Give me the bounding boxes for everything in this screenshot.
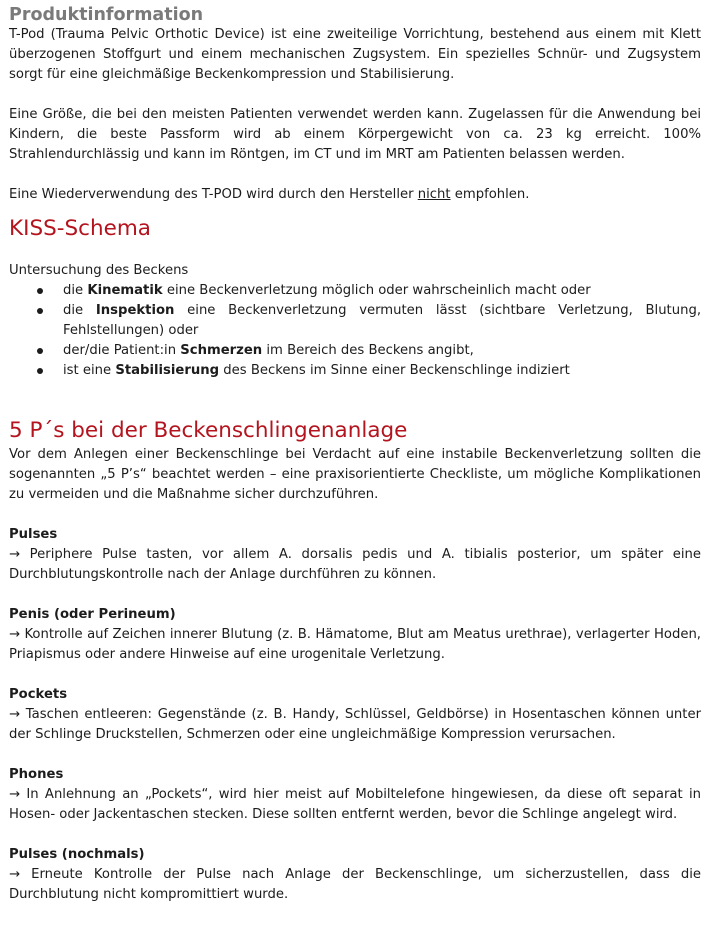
five-p-item-title: Pulses (nochmals): [9, 847, 145, 862]
five-p-item-text: → Kontrolle auf Zeichen innerer Blutung (z. B. Hämatome, Blut am Meatus urethrae), verlagerter Hoden, Priapismus oder andere Hinweise auf eine urogenitale Verletzung.: [9, 627, 701, 662]
kiss-intro: Untersuchung des Beckens: [9, 263, 189, 278]
produktinformation-heading: Produktinformation: [9, 5, 204, 25]
kiss-list-item: die Kinematik eine Beckenverletzung möglich oder wahrscheinlich macht oder: [9, 281, 701, 301]
produkt-p3-end: empfohlen.: [450, 187, 530, 202]
kiss-heading: KISS-Schema: [9, 216, 151, 241]
five-p-item-title: Penis (oder Perineum): [9, 607, 176, 622]
five-p-item-text: → In Anlehnung an „Pockets“, wird hier meist auf Mobiltelefone hingewiesen, da diese oft separat in Hosen- oder Jackentaschen stecken. Diese sollten entfernt werden, bevor die Schlinge angelegt wird.: [9, 787, 701, 822]
five-p-item-text: → Erneute Kontrolle der Pulse nach Anlage der Beckenschlinge, um sicherzustellen, dass die Durchblutung nicht kompromittiert wurde.: [9, 867, 701, 902]
produkt-paragraph-1: T-Pod (Trauma Pelvic Orthotic Device) ist eine zweiteilige Vorrichtung, bestehend aus einem mit Klett überzogenen Stoffgurt und einem mechanischen Zugsystem. Ein spezielles Schnür- und Zugsystem sorgt für eine gleichmäßige Beckenkompression und Stabilisierung.: [9, 27, 701, 82]
produkt-paragraph-3: [9, 185, 701, 205]
kiss-list-item: der/die Patient:in Schmerzen im Bereich des Beckens angibt,: [9, 341, 701, 361]
five-p-item-title: Phones: [9, 767, 64, 782]
produkt-p3-start: Eine Wiederverwendung des T-POD wird durch den Hersteller: [9, 187, 418, 202]
kiss-list-item: die Inspektion eine Beckenverletzung vermuten lässt (sichtbare Verletzung, Blutung, Fehlstellungen) oder: [9, 301, 701, 341]
five-p-item-text: → Periphere Pulse tasten, vor allem A. dorsalis pedis und A. tibialis posterior, um später eine Durchblutungskontrolle nach der Anlage durchführen zu können.: [9, 547, 701, 582]
five-p-item-title: Pockets: [9, 687, 68, 702]
five-p-heading: 5 P´s bei der Beckenschlingenanlage: [9, 418, 408, 443]
five-p-item-text: → Taschen entleeren: Gegenstände (z. B. Handy, Schlüssel, Geldbörse) in Hosentaschen können unter der Schlinge Druckstellen, Schmerzen oder eine ungleichmäßige Kompression verursachen.: [9, 707, 701, 742]
produkt-p3-underlined: nicht: [417, 187, 451, 202]
kiss-list-item: ist eine Stabilisierung des Beckens im Sinne einer Beckenschlinge indiziert: [9, 361, 701, 381]
five-p-intro: Vor dem Anlegen einer Beckenschlinge bei Verdacht auf eine instabile Beckenverletzung sollten die sogenannten „5 P’s“ beachtet werden – eine praxisorientierte Checkliste, um mögliche Komplikationen zu vermeiden und die Maßnahme sicher durchzuführen.: [9, 447, 701, 502]
document-page: [9, 4, 701, 905]
kiss-list: [9, 281, 701, 381]
produkt-paragraph-2: Eine Größe, die bei den meisten Patienten verwendet werden kann. Zugelassen für die Anwendung bei Kindern, die beste Passform wird ab einem Körpergewicht von ca. 23 kg erreicht. 100% Strahlendurchlässig und kann im Röntgen, im CT und im MRT am Patienten belassen werden.: [9, 107, 701, 162]
five-p-item-title: Pulses: [9, 527, 58, 542]
